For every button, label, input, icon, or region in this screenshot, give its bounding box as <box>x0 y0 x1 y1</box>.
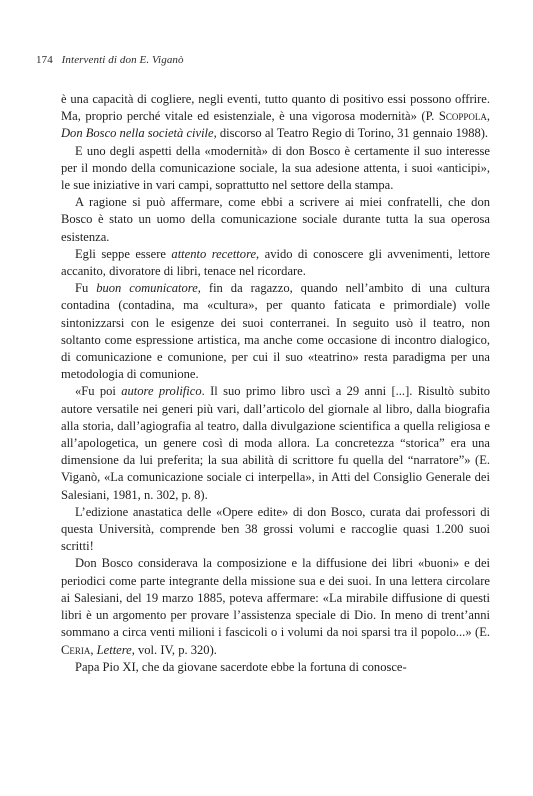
text-run: . Il suo primo libro uscì a 29 anni [...]. Risultò subito autore versatile nei generi più vari, dall’articolo del giornale al libro, dalla biografia alla storia, dall’agiografia al teatro, dalla divulgazione scientifica a quella religiosa e all’apologetica, un genere così di moda allora. La concretezza “storica” era una dimensione da lui preferita; la sua abilità di scrittore fu quella del “narratore”» (E. Viganò, «La comunicazione sociale ci interpella», in Atti del Consiglio Generale dei Salesiani, 1981, n. 302, p. 8). <box>61 384 490 502</box>
text-run: A ragione si può affermare, come ebbi a scrivere ai miei confratelli, che don Bosco è stato un uomo della comunicazione sociale durante tutta la sua operosa esistenza. <box>61 195 490 244</box>
text-run: , <box>486 109 490 124</box>
paragraph-1 <box>61 91 490 143</box>
running-title: Interventi di don E. Viganò <box>61 54 184 66</box>
paragraph-2 <box>61 143 490 195</box>
author-name-scoppola: Scoppola <box>438 109 487 124</box>
author-name-ceria: Ceria <box>61 642 91 657</box>
text-run: Don Bosco considerava la composizione e la diffusione dei libri «buoni» e dei periodici come parte integrante della missione sua e dei suoi. In una lettera circolare ai Salesiani, del 19 marzo 1885, poteva affermare: «La mirabile diffusione di questi libri è un argomento per provare l’assistenza speciale di Dio. In meno di trent’anni sommano a circa venti milioni i fascicoli o i volumi da noi sparsi tra il popolo...» (E. <box>61 556 490 640</box>
paragraph-8 <box>61 555 490 658</box>
paragraph-6 <box>61 383 490 503</box>
text-run: Egli seppe essere <box>75 246 172 261</box>
text-run: è una capacità di cogliere, negli eventi, tutto quanto di positivo essi possono offrire. Ma, proprio perché vitale ed esistenziale, è una vigorosa modernità» (P. <box>61 92 490 124</box>
paragraph-3 <box>61 194 490 246</box>
text-run: Fu <box>75 281 97 296</box>
emphasis: attento recettore, <box>171 246 260 261</box>
emphasis: buon comunicatore, <box>96 281 201 296</box>
text-run: L’edizione anastatica delle «Opere edite» di don Bosco, curata dai professori di questa Università, comprende ben 38 grossi volumi e raccoglie quasi 1.200 suoi scritti! <box>61 504 490 554</box>
body-text <box>61 91 490 676</box>
running-header <box>36 54 184 66</box>
text-run: avido di conoscere gli avvenimenti, lettore accanito, divoratore di libri, tenace nel ricordare. <box>61 246 491 279</box>
work-title: Lettere <box>96 642 132 657</box>
page-number: 174 <box>36 54 53 66</box>
emphasis: autore prolifico <box>121 384 202 399</box>
text-run: , discorso al Teatro Regio di Torino, 31 gennaio 1988). <box>213 126 489 141</box>
text-run: E uno degli aspetti della «modernità» di don Bosco è certamente il suo interesse per il mondo della comunicazione sociale, la sua adesione attenta, i suoi «anticipi», le sue iniziative in vari campi, soprattutto nel settore della stampa. <box>61 143 490 193</box>
text-run: fin da ragazzo, quando nell’ambito di una cultura contadina (contadina, ma «cultura», per quanto faticata e primordiale) volle sintonizzarsi con le esigenze dei suoi conterranei. In seguito usò il teatro, non soltanto come espressione artistica, ma anche come occasione di incontro dialogico, di comunicazione e comunione, per cui il suo «teatrino» resta paradigma per una metodologia di comunione. <box>61 281 490 382</box>
paragraph-9 <box>61 659 490 676</box>
paragraph-7 <box>61 504 490 556</box>
text-run: , vol. IV, p. 320). <box>131 642 217 657</box>
paragraph-4 <box>61 246 490 280</box>
text-run: Papa Pio XI, che da giovane sacerdote ebbe la fortuna di conosce- <box>75 659 407 674</box>
text-run: , <box>90 642 97 657</box>
text-run: «Fu poi <box>75 384 122 399</box>
work-title: Don Bosco nella società civile <box>61 126 214 141</box>
paragraph-5 <box>61 280 490 383</box>
